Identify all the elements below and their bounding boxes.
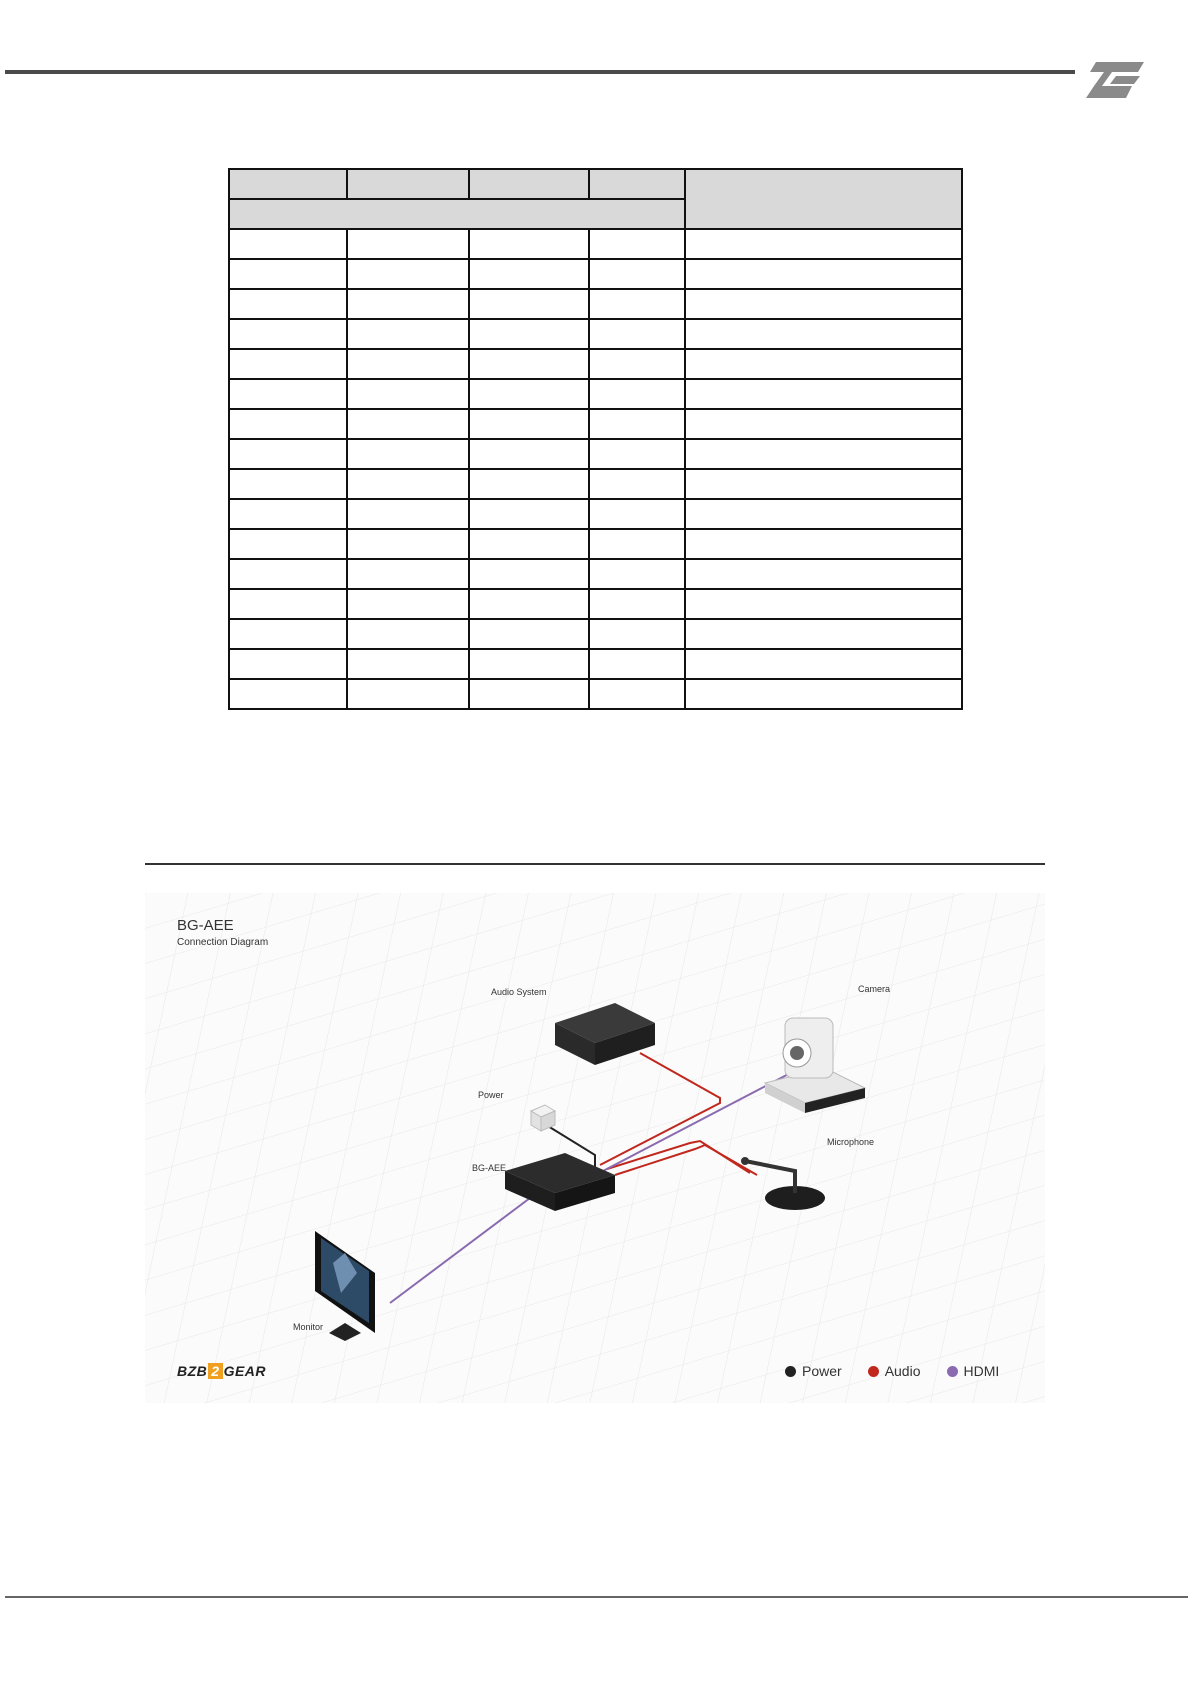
table-cell xyxy=(229,649,347,679)
table-cell xyxy=(685,589,962,619)
table-cell xyxy=(347,499,469,529)
table-row xyxy=(229,319,962,349)
legend-dot-icon xyxy=(785,1366,796,1377)
table-cell xyxy=(229,589,347,619)
table-cell xyxy=(685,349,962,379)
table-cell xyxy=(229,349,347,379)
header-rule xyxy=(5,70,1075,74)
section-rule xyxy=(145,863,1045,865)
table-cell xyxy=(685,649,962,679)
legend-dot-icon xyxy=(947,1366,958,1377)
table-cell xyxy=(469,259,589,289)
table-cell xyxy=(469,229,589,259)
legend-label: Power xyxy=(802,1363,842,1379)
table-cell xyxy=(229,259,347,289)
table-cell xyxy=(589,409,685,439)
table-cell xyxy=(347,619,469,649)
callout-camera: Camera xyxy=(858,984,891,994)
table-cell xyxy=(589,679,685,709)
brand-logo-icon xyxy=(1082,58,1152,102)
diagram-title: BG-AEE xyxy=(177,917,234,934)
table-row xyxy=(229,589,962,619)
legend-dot-icon xyxy=(868,1366,879,1377)
table-cell xyxy=(347,439,469,469)
table-cell xyxy=(469,619,589,649)
table-row xyxy=(229,499,962,529)
table-cell xyxy=(347,259,469,289)
table-cell xyxy=(589,229,685,259)
table-cell xyxy=(229,499,347,529)
spec-table xyxy=(228,168,963,710)
table-row xyxy=(229,379,962,409)
table-header-cell xyxy=(229,169,347,199)
table-cell xyxy=(685,289,962,319)
table-row xyxy=(229,559,962,589)
table-cell xyxy=(685,259,962,289)
table-row xyxy=(229,259,962,289)
table-row xyxy=(229,469,962,499)
table-cell xyxy=(685,619,962,649)
table-cell xyxy=(469,349,589,379)
table-row xyxy=(229,619,962,649)
callout-microphone: Microphone xyxy=(827,1137,875,1147)
table-cell xyxy=(469,649,589,679)
table-cell xyxy=(469,289,589,319)
logo-left: BZB xyxy=(177,1363,208,1379)
table-cell xyxy=(685,469,962,499)
table-cell xyxy=(469,499,589,529)
callout-audio-system: Audio System xyxy=(491,987,547,997)
diagram-subtitle: Connection Diagram xyxy=(177,937,269,948)
table-cell xyxy=(229,229,347,259)
table-cell xyxy=(229,289,347,319)
table-cell xyxy=(589,319,685,349)
table-row xyxy=(229,649,962,679)
table-row xyxy=(229,529,962,559)
table-header-cell xyxy=(685,169,962,229)
callout-monitor: Monitor xyxy=(293,1322,324,1332)
table-cell xyxy=(469,559,589,589)
table-row xyxy=(229,439,962,469)
table-cell xyxy=(347,679,469,709)
table-header-cell xyxy=(589,169,685,199)
table-cell xyxy=(589,649,685,679)
table-cell xyxy=(589,349,685,379)
logo-mid: 2 xyxy=(208,1363,222,1379)
table-cell xyxy=(685,439,962,469)
table-cell xyxy=(229,409,347,439)
table-cell xyxy=(589,469,685,499)
table-cell xyxy=(229,439,347,469)
table-cell xyxy=(469,469,589,499)
table-cell xyxy=(685,559,962,589)
table-cell xyxy=(347,529,469,559)
table-cell xyxy=(229,319,347,349)
table-header-cell xyxy=(469,169,589,199)
table-cell xyxy=(229,679,347,709)
table-cell xyxy=(589,589,685,619)
table-row xyxy=(229,289,962,319)
table-row xyxy=(229,409,962,439)
table-cell xyxy=(685,319,962,349)
table-cell xyxy=(685,499,962,529)
table-cell xyxy=(469,679,589,709)
table-cell xyxy=(347,649,469,679)
table-cell xyxy=(685,679,962,709)
table-header-cell xyxy=(229,199,685,229)
bzbgear-logo xyxy=(177,1363,266,1379)
footer-rule xyxy=(5,1596,1188,1598)
legend-item-power xyxy=(785,1363,842,1379)
table-header-cell xyxy=(347,169,469,199)
table-cell xyxy=(347,289,469,319)
logo-right: GEAR xyxy=(223,1363,267,1379)
table-cell xyxy=(589,289,685,319)
table-cell xyxy=(589,619,685,649)
table-cell xyxy=(685,379,962,409)
table-cell xyxy=(347,349,469,379)
table-cell xyxy=(229,619,347,649)
table-cell xyxy=(347,559,469,589)
legend-item-audio xyxy=(868,1363,921,1379)
table-cell xyxy=(589,499,685,529)
table-cell xyxy=(347,469,469,499)
legend-item-hdmi xyxy=(947,1363,1000,1379)
legend-label: Audio xyxy=(884,1363,921,1379)
connection-diagram xyxy=(145,893,1045,1403)
table-cell xyxy=(469,439,589,469)
table-cell xyxy=(347,409,469,439)
table-cell xyxy=(589,529,685,559)
table-cell xyxy=(469,379,589,409)
table-cell xyxy=(347,319,469,349)
diagram-graphic xyxy=(145,893,1045,1403)
table-row xyxy=(229,679,962,709)
table-cell xyxy=(347,379,469,409)
table-row xyxy=(229,229,962,259)
table-row xyxy=(229,349,962,379)
table-header-row xyxy=(229,169,962,199)
table-cell xyxy=(229,559,347,589)
table-cell xyxy=(589,439,685,469)
table-cell xyxy=(589,379,685,409)
table-cell xyxy=(229,379,347,409)
callout-bg-aee: BG-AEE xyxy=(472,1163,507,1173)
table-cell xyxy=(469,409,589,439)
table-cell xyxy=(685,229,962,259)
table-cell xyxy=(589,259,685,289)
table-cell xyxy=(347,589,469,619)
table-cell xyxy=(469,529,589,559)
table-cell xyxy=(685,529,962,559)
callout-power: Power xyxy=(478,1090,504,1100)
legend-label: HDMI xyxy=(963,1363,1000,1379)
table-cell xyxy=(685,409,962,439)
table-cell xyxy=(589,559,685,589)
table-cell xyxy=(229,469,347,499)
table-cell xyxy=(469,319,589,349)
table-cell xyxy=(469,589,589,619)
table-cell xyxy=(347,229,469,259)
table-cell xyxy=(229,529,347,559)
legend xyxy=(785,1363,999,1379)
